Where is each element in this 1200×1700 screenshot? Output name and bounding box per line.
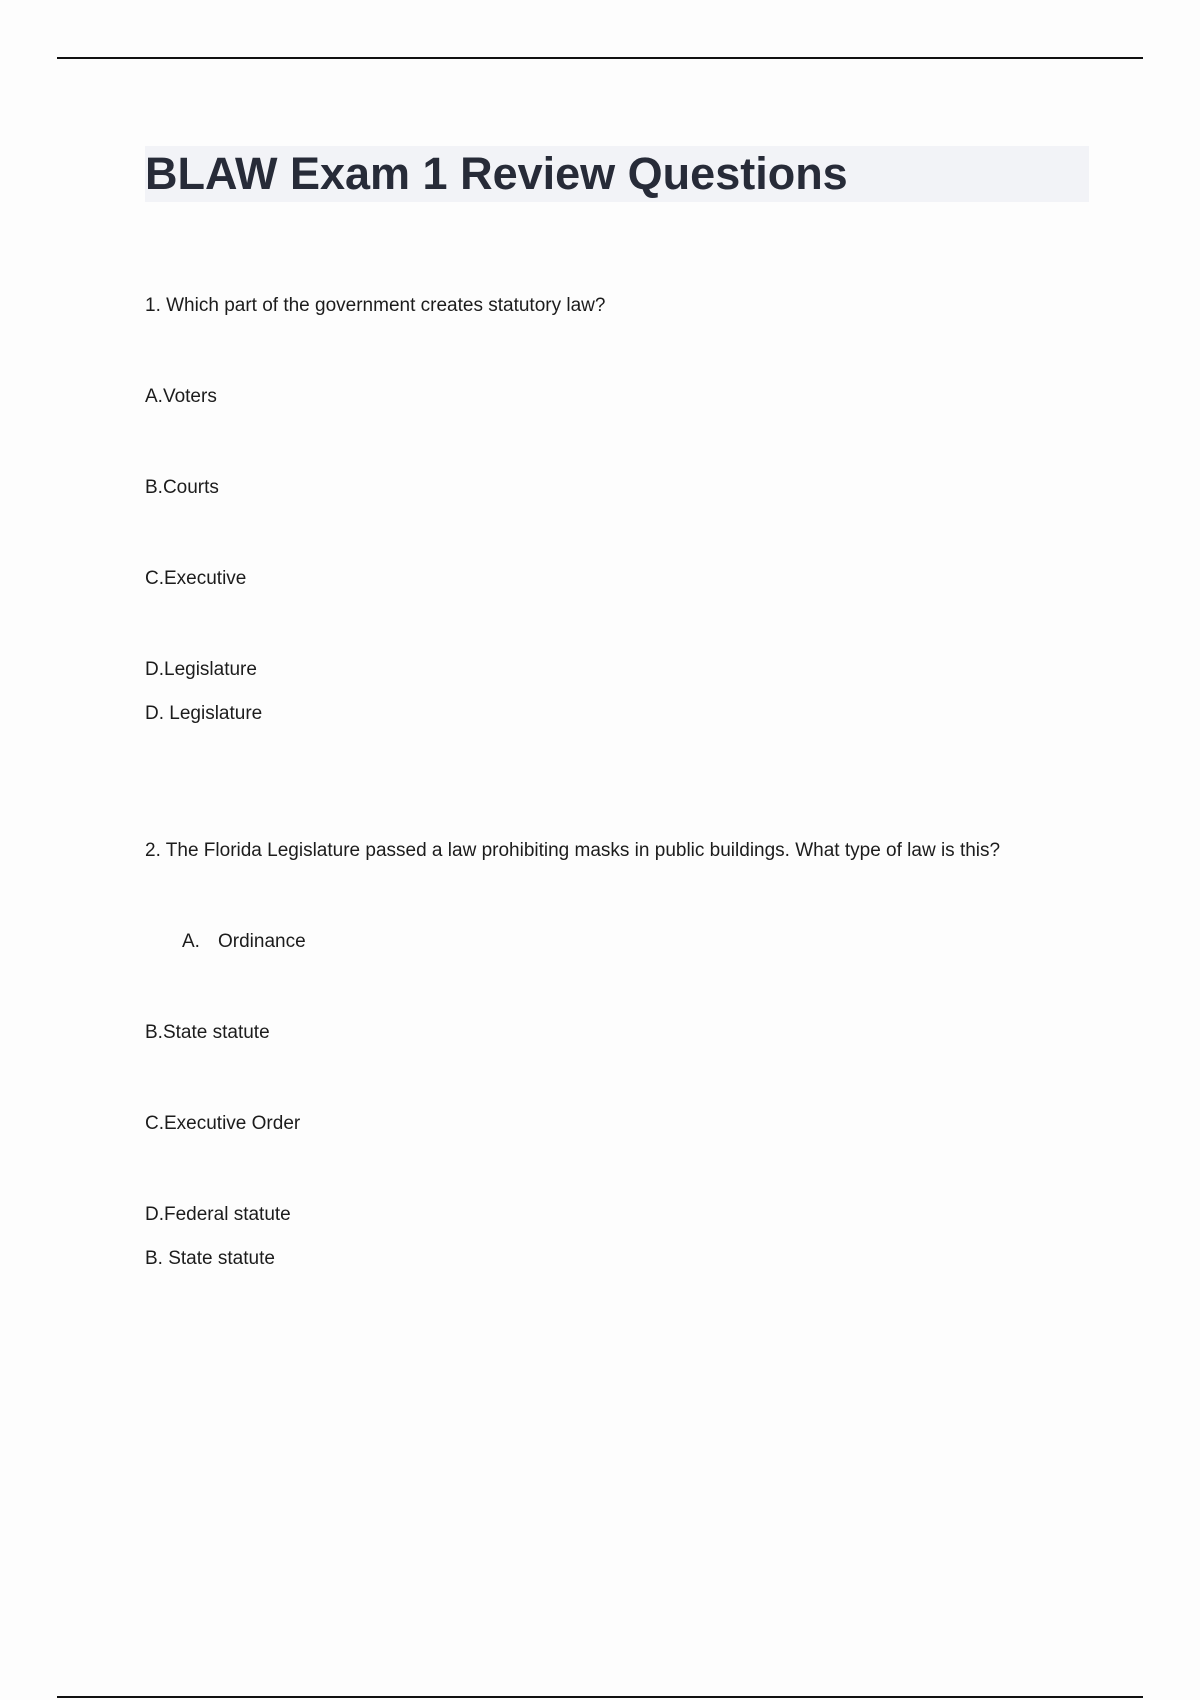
question-2-option-a-text: Ordinance: [218, 931, 306, 952]
question-2-answer: B. State statute: [145, 1248, 275, 1269]
question-2-option-a: [182, 930, 306, 954]
question-2-option-d: D.Federal statute: [145, 1204, 291, 1225]
question-2-prompt: 2. The Florida Legislature passed a law prohibiting masks in public buildings. What type of law is this?: [145, 840, 1001, 861]
question-2-option-c: C.Executive Order: [145, 1113, 301, 1134]
question-1-prompt: 1. Which part of the government creates statutory law?: [145, 295, 606, 316]
question-1-answer: D. Legislature: [145, 703, 263, 724]
question-1-option-d: D.Legislature: [145, 659, 257, 680]
footer-rule: [57, 1696, 1143, 1698]
header-rule: [57, 57, 1143, 59]
question-1-option-c: C.Executive: [145, 568, 247, 589]
question-1-option-a: A.Voters: [145, 386, 217, 407]
document-title: BLAW Exam 1 Review Questions: [145, 148, 848, 199]
question-2-option-b: B.State statute: [145, 1022, 270, 1043]
question-2-option-a-letter: A.: [182, 931, 200, 952]
question-1-option-b: B.Courts: [145, 477, 219, 498]
